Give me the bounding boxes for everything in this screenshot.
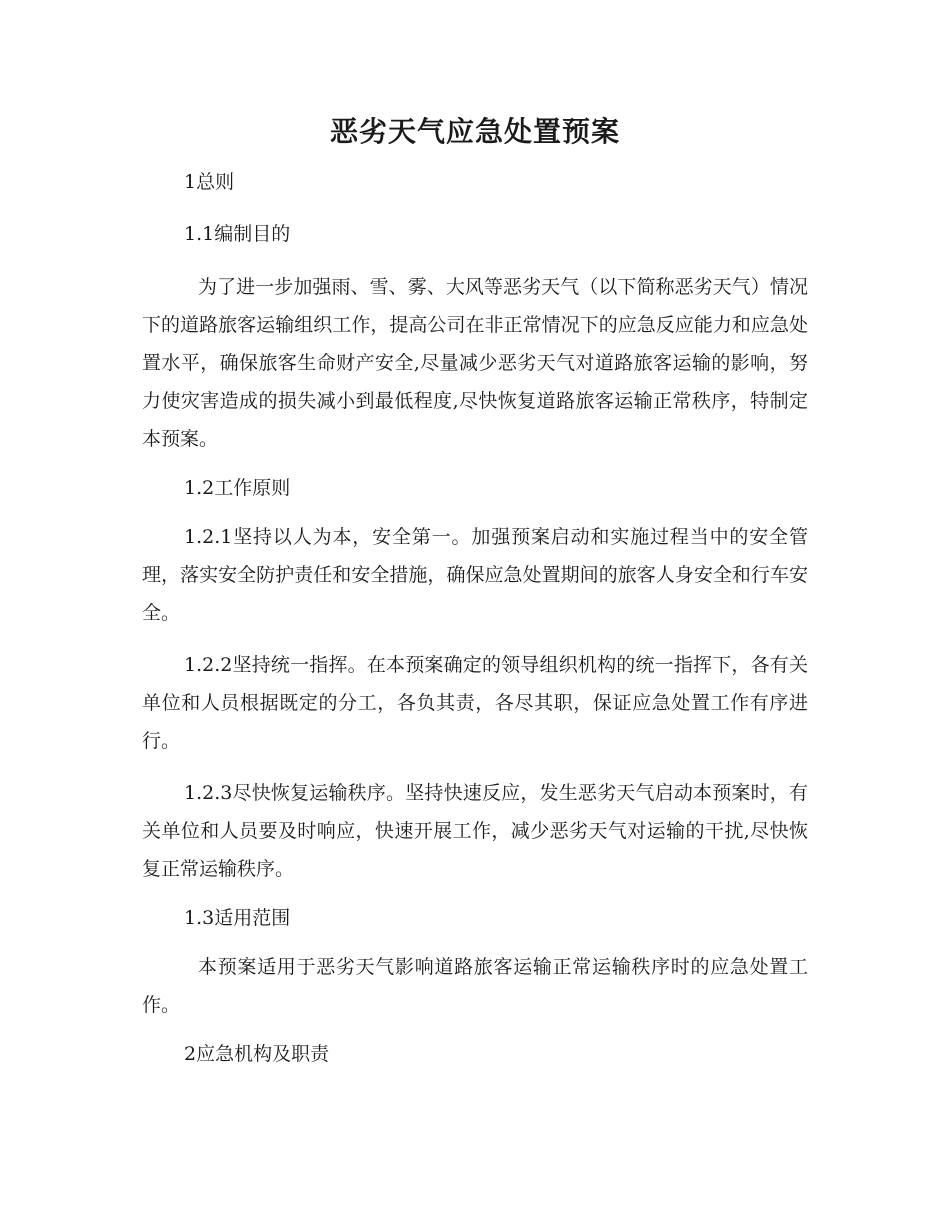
section-heading-organization: 2应急机构及职责 [184, 1043, 330, 1065]
section-heading-purpose: 1.1编制目的 [184, 223, 291, 245]
paragraph-purpose: 为了进一步加强雨、雪、雾、大风等恶劣天气（以下简称恶劣天气）情况下的道路旅客运输组织工作，提高公司在非正常情况下的应急反应能力和应急处置水平，确保旅客生命财产安全,尽量减少恶劣天气对道路旅客运输的影响，努力使灾害造成的损失减小到最低程度,尽快恢复道路旅客运输正常秩序，特制定本预案。 [142, 276, 808, 450]
paragraph-principle-recovery: 1.2.3尽快恢复运输秩序。坚持快速反应，发生恶劣天气启动本预案时，有关单位和人员要及时响应，快速开展工作，减少恶劣天气对运输的干扰,尽快恢复正常运输秩序。 [142, 782, 808, 880]
paragraph-principle-safety: 1.2.1坚持以人为本，安全第一。加强预案启动和实施过程当中的安全管理，落实安全防护责任和安全措施，确保应急处置期间的旅客人身安全和行车安全。 [142, 526, 808, 624]
paragraph-principle-command: 1.2.2坚持统一指挥。在本预案确定的领导组织机构的统一指挥下，各有关单位和人员根据既定的分工，各负其责，各尽其职，保证应急处置工作有序进行。 [142, 654, 808, 752]
document-body [142, 166, 808, 1070]
section-heading-scope: 1.3适用范围 [184, 907, 291, 929]
document-title: 恶劣天气应急处置预案 [329, 115, 620, 148]
section-heading-general: 1总则 [184, 171, 235, 193]
section-heading-principles: 1.2工作原则 [184, 477, 291, 499]
paragraph-scope: 本预案适用于恶劣天气影响道路旅客运输正常运输秩序时的应急处置工作。 [142, 956, 808, 1016]
